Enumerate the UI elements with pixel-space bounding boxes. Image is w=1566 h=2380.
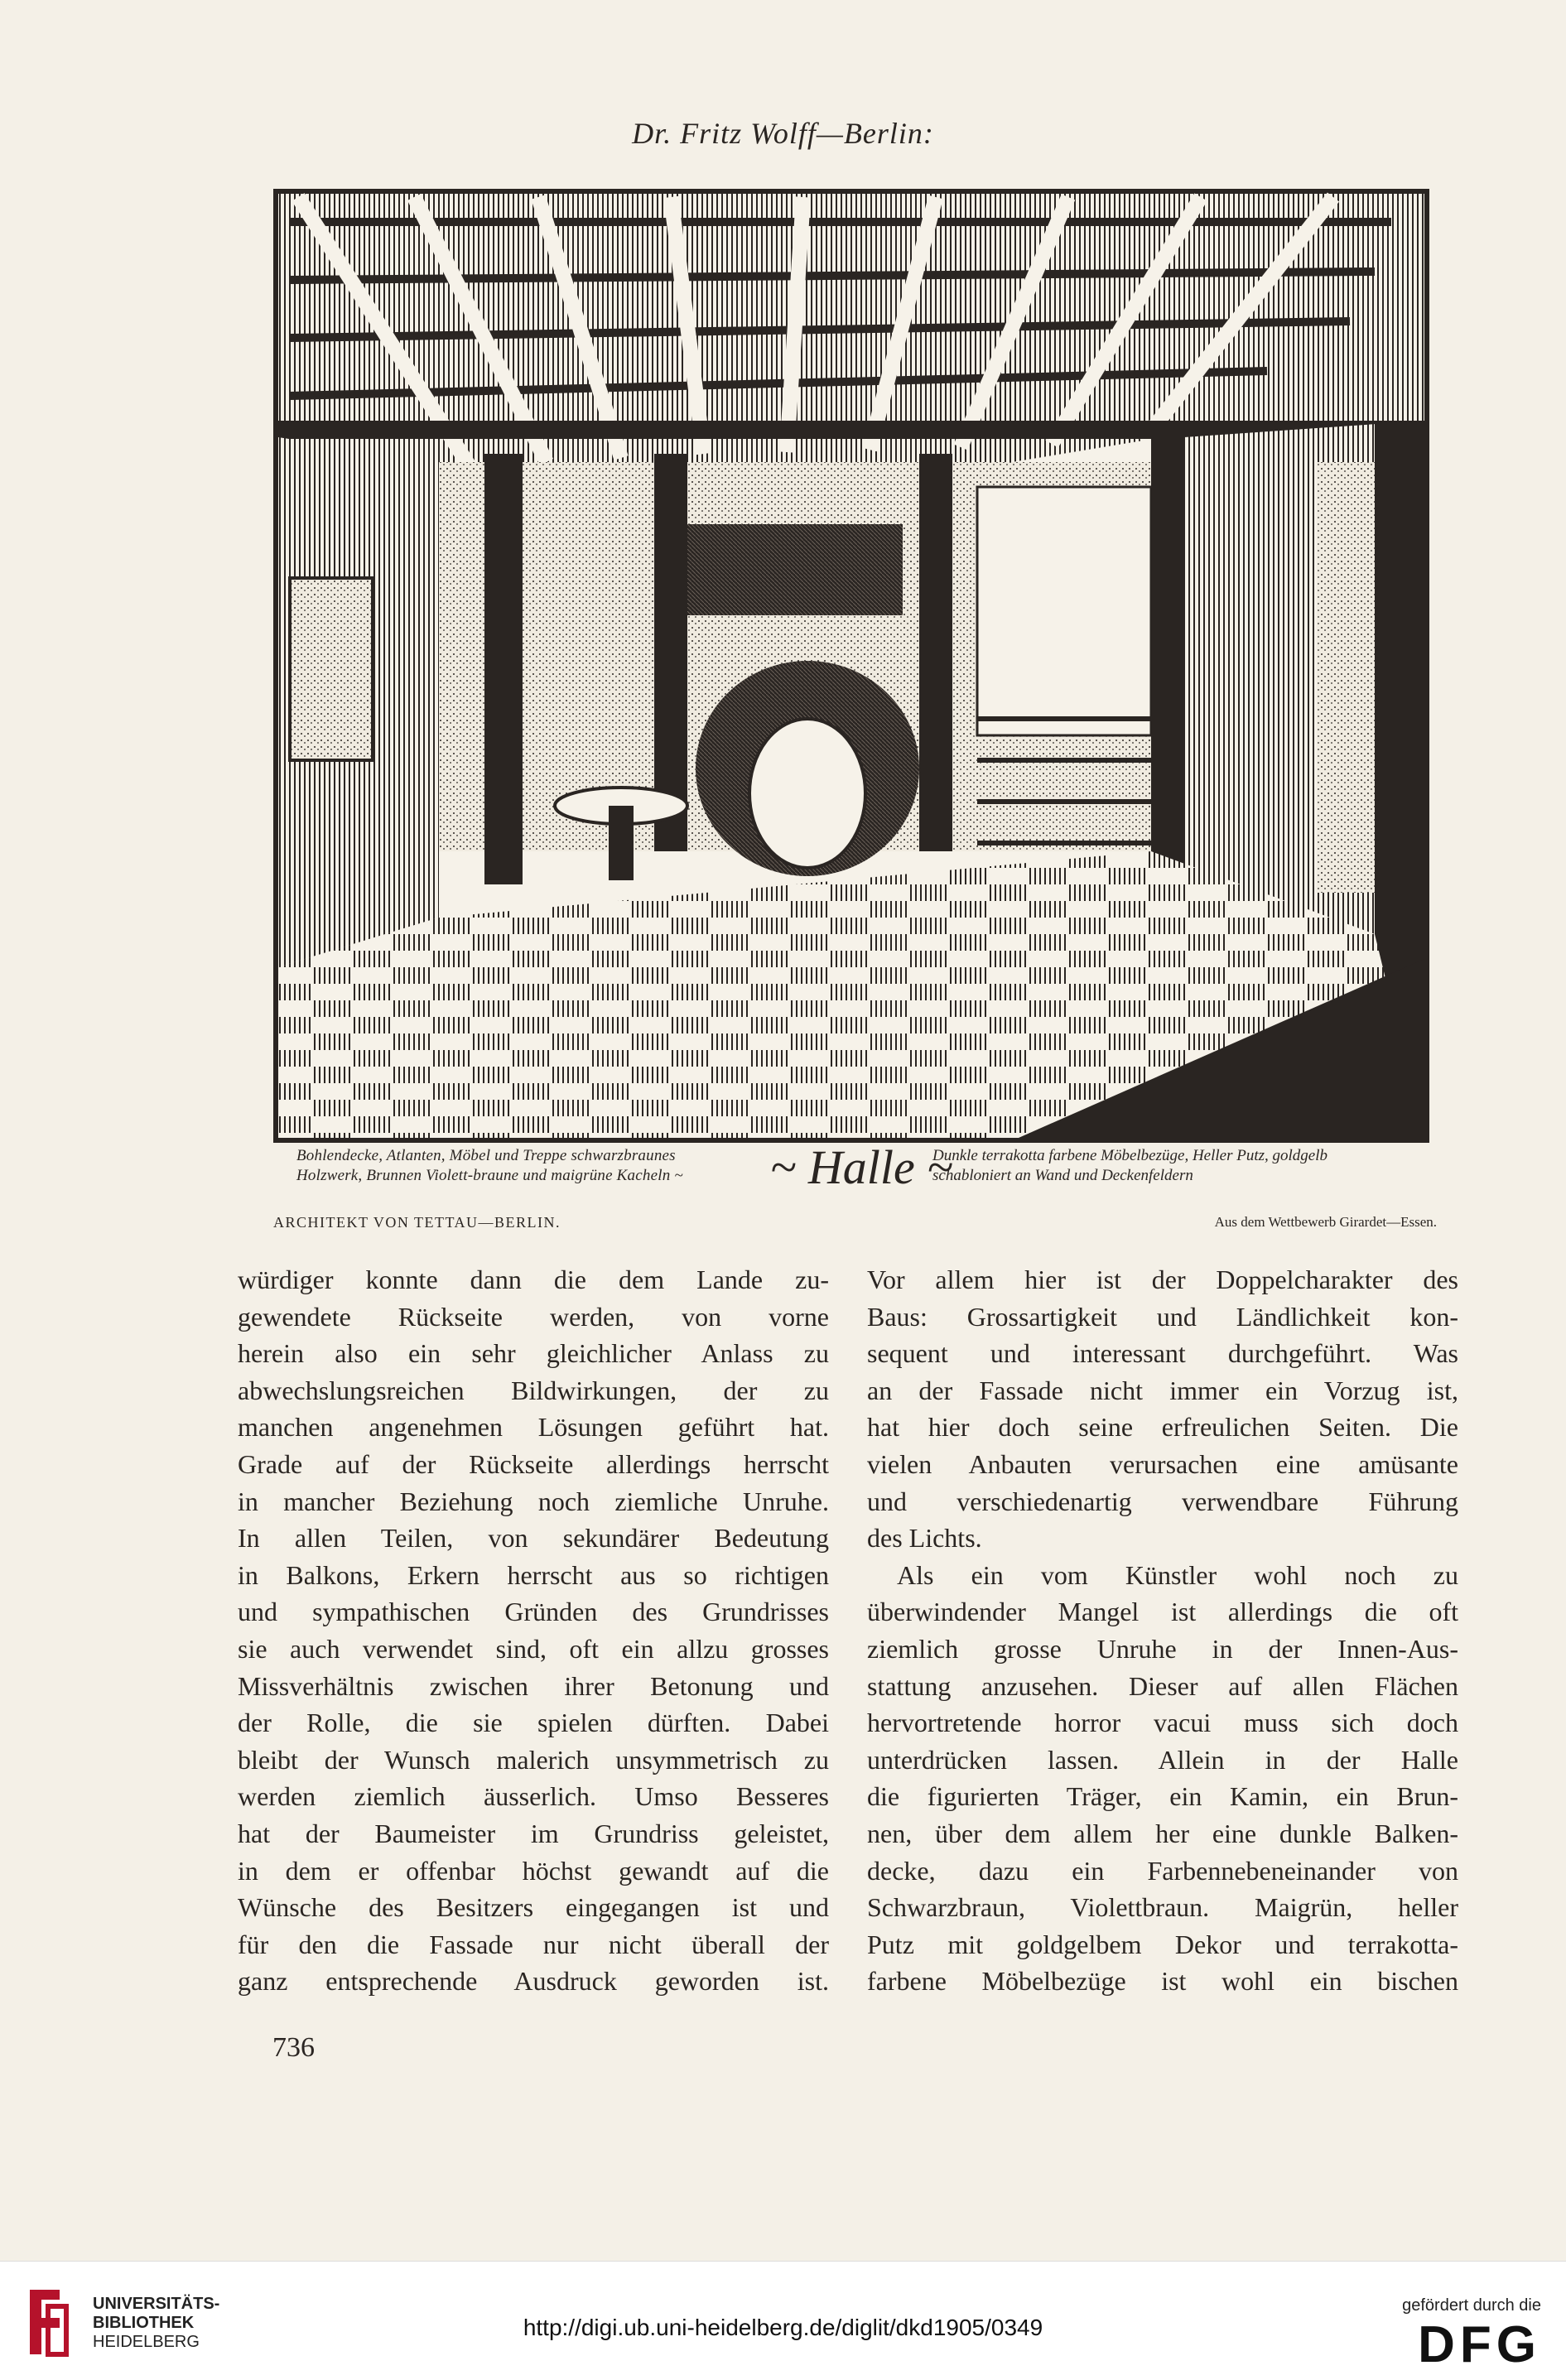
text-line: bleibt der Wunsch malerich unsymmetrisch zu xyxy=(238,1744,829,1775)
text-line: Putz mit goldgelbem Dekor und terrakotta- xyxy=(867,1929,1458,1959)
text-line: In allen Teilen, von sekundärer Bedeutung xyxy=(238,1523,829,1554)
text-line: abwechslungsreichen Bildwirkungen, der zu xyxy=(238,1375,829,1405)
illustration-caption xyxy=(273,1140,1429,1202)
caption-left-line-1: Bohlendecke, Atlanten, Möbel und Treppe schwarzbraunes xyxy=(296,1147,676,1164)
competition-credit: Aus dem Wettbewerb Girardet—Essen. xyxy=(1214,1214,1437,1230)
library-name-line-1: UNIVERSITÄTS- xyxy=(93,2295,220,2313)
text-line: gewendete Rückseite werden, von vorne xyxy=(238,1301,829,1332)
hall-drawing xyxy=(273,189,1429,1143)
text-line: farbene Möbelbezüge ist wohl ein bischen xyxy=(867,1966,1458,1997)
library-name-line-3: HEIDELBERG xyxy=(93,2333,200,2351)
permalink-url[interactable]: http://digi.ub.uni-heidelberg.de/diglit/dkd1905/0349 xyxy=(523,2315,1043,2340)
body-text xyxy=(238,1261,1468,2007)
text-line: Schwarzbraun, Violettbraun. Maigrün, heller xyxy=(867,1892,1458,1923)
text-line: der Rolle, die sie spielen dürften. Dabei xyxy=(238,1708,829,1738)
text-line: Vor allem hier ist der Doppelcharakter des xyxy=(867,1265,1458,1294)
text-line: Missverhältnis zwischen ihrer Betonung und xyxy=(238,1670,829,1701)
caption-right-line-2: schabloniert an Wand und Deckenfeldern xyxy=(932,1167,1193,1184)
page-number: 736 xyxy=(272,2032,315,2063)
caption-colors xyxy=(932,1146,1429,1186)
text-line: des Lichts. xyxy=(867,1523,982,1554)
text-line: für den die Fassade nur nicht überall der xyxy=(238,1929,829,1959)
text-line: und verschiedenartig verwendbare Führung xyxy=(867,1486,1458,1516)
caption-left-line-2: Holzwerk, Brunnen Violett-braune und maigrüne Kacheln ~ xyxy=(296,1167,683,1184)
text-line: decke, dazu ein Farbennebeneinander von xyxy=(867,1855,1458,1886)
text-line: nen, über dem allem her eine dunkle Balken- xyxy=(867,1818,1458,1848)
text-line: stattung anzusehen. Dieser auf allen Flächen xyxy=(867,1670,1458,1701)
text-line: herein also ein sehr gleichlicher Anlass zu xyxy=(238,1338,829,1369)
digitization-footer xyxy=(0,2261,1566,2380)
caption-title: ~ Halle ~ xyxy=(770,1140,953,1194)
text-line: hat hier doch seine erfreulichen Seiten. Die xyxy=(867,1412,1458,1443)
text-line: Grade auf der Rückseite allerdings herrscht xyxy=(238,1448,829,1479)
text-line: werden ziemlich äusserlich. Umso Besseres xyxy=(238,1781,829,1812)
text-line: vielen Anbauten verursachen eine amüsante xyxy=(867,1448,1458,1479)
text-line: in Balkons, Erkern herrscht aus so richtigen xyxy=(238,1559,829,1590)
text-line: in dem er offenbar höchst gewandt auf die xyxy=(238,1855,829,1886)
text-line: die figurierten Träger, ein Kamin, ein Brun- xyxy=(867,1781,1458,1812)
architect-credit: ARCHITEKT VON TETTAU—BERLIN. xyxy=(273,1214,561,1231)
text-line: unterdrücken lassen. Allein in der Halle xyxy=(867,1744,1458,1775)
text-line: manchen angenehmen Lösungen geführt hat. xyxy=(238,1412,829,1443)
dfg-logo: DFG xyxy=(1418,2316,1541,2373)
text-line: Wünsche des Besitzers eingegangen ist und xyxy=(238,1892,829,1923)
hall-illustration xyxy=(273,189,1429,1143)
text-line: überwindender Mangel ist allerdings die oft xyxy=(867,1597,1458,1627)
funding-label: gefördert durch die xyxy=(1402,2296,1541,2315)
text-line: sequent und interessant durchgeführt. Was xyxy=(867,1338,1458,1369)
caption-materials xyxy=(296,1146,760,1186)
library-name-line-2: BIBLIOTHEK xyxy=(93,2314,195,2332)
text-line: ziemlich grosse Unruhe in der Innen-Aus- xyxy=(867,1633,1458,1664)
text-line: sie auch verwendet sind, oft ein allzu grosses xyxy=(238,1633,829,1664)
running-head: Dr. Fritz Wolff—Berlin: xyxy=(632,117,934,150)
text-line: würdiger konnte dann die dem Lande zu- xyxy=(238,1265,829,1294)
text-line: Baus: Grossartigkeit und Ländlichkeit kon- xyxy=(867,1301,1458,1332)
text-line: hat der Baumeister im Grundriss geleistet, xyxy=(238,1818,829,1848)
text-line: in mancher Beziehung noch ziemliche Unruhe. xyxy=(238,1486,829,1516)
caption-right-line-1: Dunkle terrakotta farbene Möbelbezüge, Heller Putz, goldgelb xyxy=(932,1147,1328,1164)
text-line: an der Fassade nicht immer ein Vorzug ist, xyxy=(867,1375,1458,1405)
text-line: ganz entsprechende Ausdruck geworden ist. xyxy=(238,1966,829,1997)
text-line: hervortretende horror vacui muss sich doch xyxy=(867,1708,1458,1738)
text-line: und sympathischen Gründen des Grundrisses xyxy=(238,1597,829,1627)
text-line: Als ein vom Künstler wohl noch zu xyxy=(897,1559,1458,1590)
left-column xyxy=(238,1261,829,2000)
right-column xyxy=(867,1261,1458,2000)
